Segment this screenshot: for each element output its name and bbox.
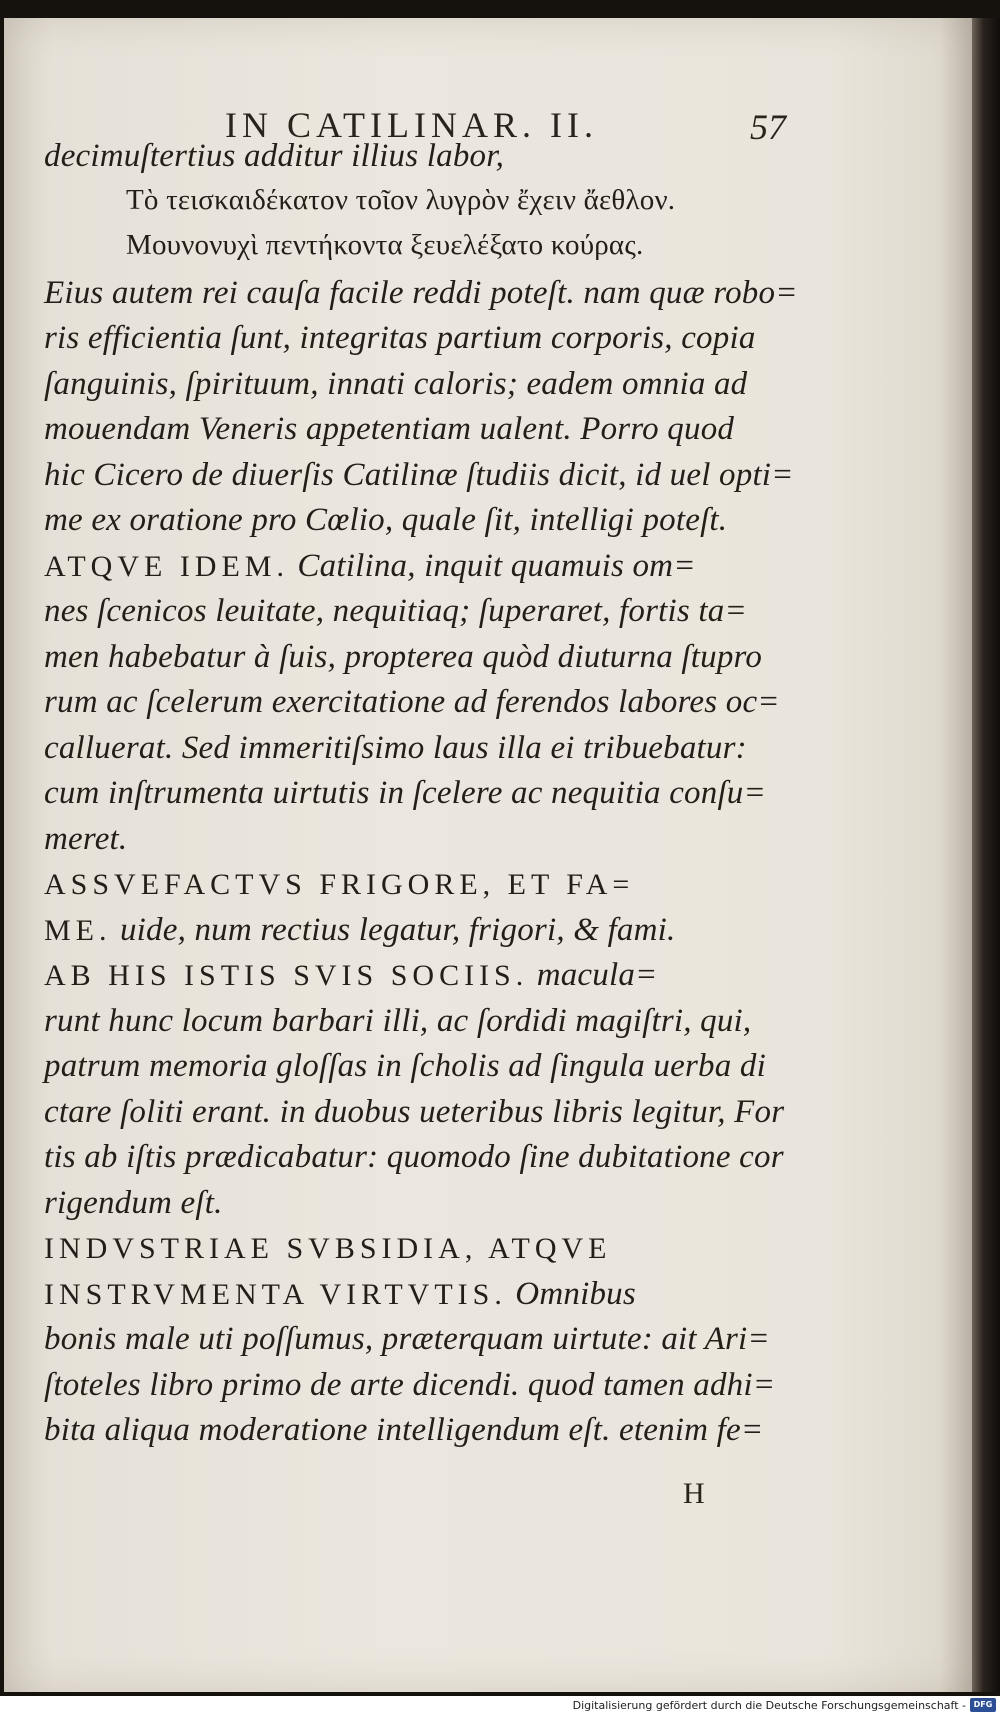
text-line: mouendam Veneris appetentiam ualent. Porro quod xyxy=(44,411,735,447)
lemma-caps: ME. xyxy=(44,913,112,947)
text-line: bita aliqua moderatione intelligendum eſt. etenim fe= xyxy=(44,1412,764,1448)
lemma-caps: ATQVE IDEM. xyxy=(44,549,289,583)
book-spine xyxy=(972,18,1000,1692)
text-line xyxy=(44,1276,636,1313)
lemma-text: macula= xyxy=(528,957,658,993)
running-head: IN CATILINAR. II. xyxy=(225,105,598,145)
text-line xyxy=(44,912,675,949)
text-line xyxy=(44,1230,612,1267)
text-line: calluerat. Sed immeritiſsimo laus illa ei tribuebatur: xyxy=(44,729,747,766)
text-line xyxy=(44,957,658,994)
dfg-logo: DFG xyxy=(970,1698,996,1712)
text-line xyxy=(44,548,696,585)
text-line: tis ab iſtis prædicabatur: quomodo ſine dubitatione cor xyxy=(44,1139,784,1175)
text-line: Eius autem rei cauſa facile reddi poteſt. nam quæ robo= xyxy=(44,274,798,311)
lemma-caps: ASSVEFACTVS FRIGORE, ET FA= xyxy=(44,868,635,901)
text-line: Τὸ τεισκαιδέκατον τοῖον λυγρὸν ἔχειν ἄεθλον. xyxy=(126,183,676,216)
page-edge-shadow xyxy=(940,18,972,1692)
footer-credit: Digitalisierung gefördert durch die Deutsche Forschungsgemeinschaft - xyxy=(572,1699,966,1712)
text-line: rum ac ſcelerum exercitatione ad ferendos labores oc= xyxy=(44,684,780,720)
text-line: meret. xyxy=(44,820,128,857)
lemma-caps: INDVSTRIAE SVBSIDIA, ATQVE xyxy=(44,1232,612,1265)
text-line: cum inſtrumenta uirtutis in ſcelere ac nequitia conſu= xyxy=(44,775,766,811)
text-line: decimuſtertius additur illius labor, xyxy=(44,138,505,174)
page-number: 57 xyxy=(750,107,786,147)
text-line: bonis male uti poſſumus, præterquam uirtute: ait Ari= xyxy=(44,1321,770,1357)
text-line: rigendum eſt. xyxy=(44,1184,223,1221)
text-line: ctare ſoliti erant. in duobus ueteribus libris legitur, For xyxy=(44,1093,785,1130)
text-line: ſanguinis, ſpirituum, innati caloris; eadem omnia ad xyxy=(44,365,748,402)
lemma-text: Omnibus xyxy=(506,1275,636,1312)
text-line: ſtoteles libro primo de arte dicendi. quod tamen adhi= xyxy=(44,1366,776,1403)
text-line: me ex oratione pro Cœlio, quale ſit, intelligi poteſt. xyxy=(44,502,728,538)
text-line: ris efficientia ſunt, integritas partium corporis, copia xyxy=(44,320,756,356)
lemma-caps: AB HIS ISTIS SVIS SOCIIS. xyxy=(44,959,529,992)
lemma-caps: INSTRVMENTA VIRTVTIS. xyxy=(44,1277,507,1311)
lemma-text: uide, num rectius legatur, frigori, & fami. xyxy=(111,911,676,948)
text-line: hic Cicero de diuerſis Catilinæ ſtudiis dicit, id uel opti= xyxy=(44,456,794,493)
signature-mark: H xyxy=(683,1477,705,1510)
lemma-text: Catilina, inquit quamuis om= xyxy=(288,547,696,584)
text-line: men habebatur à ſuis, propterea quòd diuturna ſtupro xyxy=(44,638,763,675)
text-line xyxy=(44,866,634,903)
text-line: patrum memoria gloſſas in ſcholis ad ſingula uerba di xyxy=(44,1048,766,1084)
text-line: runt hunc locum barbari illi, ac ſordidi magiſtri, qui, xyxy=(44,1002,752,1039)
text-line: Μουνονυχὶ πεντήκοντα ξευελέξατο κούρας. xyxy=(126,229,644,261)
text-line: nes ſcenicos leuitate, nequitiaq; ſuperaret, fortis ta= xyxy=(44,593,747,629)
